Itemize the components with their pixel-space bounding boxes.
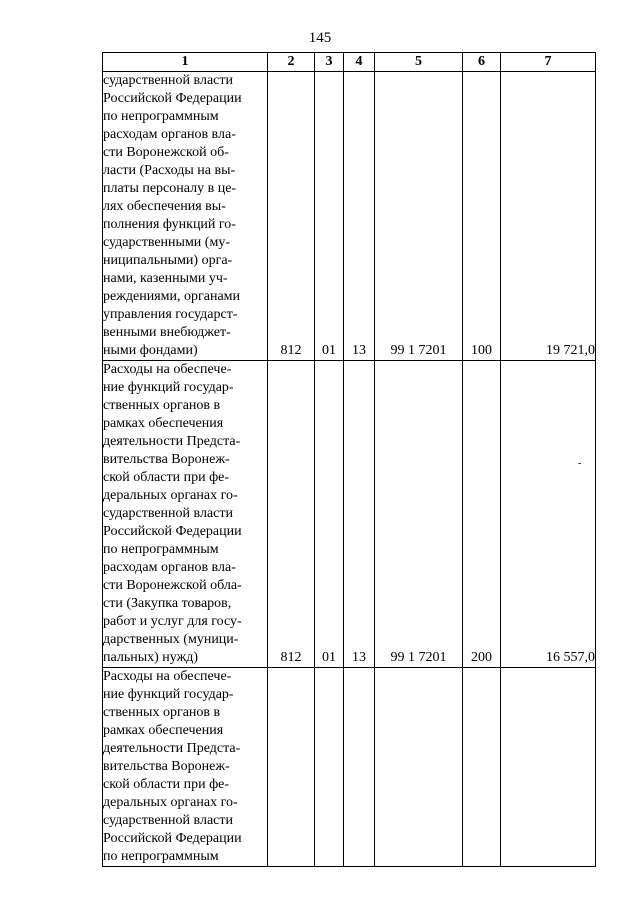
cell-target-article	[375, 668, 463, 867]
description-line: расходам органов вла-	[103, 560, 236, 575]
cell-description	[103, 668, 268, 867]
cell-section: 01	[315, 72, 344, 361]
header-col-5: 5	[375, 53, 463, 72]
description-line: нами, казенными уч-	[103, 271, 228, 286]
description-line: рамках обеспечения	[103, 723, 224, 738]
description-line: ской области при фе-	[103, 470, 230, 485]
cell-expense-type	[463, 668, 501, 867]
description-line: ние функций государ-	[103, 380, 234, 395]
description-line: ние функций государ-	[103, 687, 234, 702]
description-line: деятельности Предста-	[103, 434, 241, 449]
description-line: дарственных (муници-	[103, 632, 239, 647]
description-line: вительства Воронеж-	[103, 452, 230, 467]
cell-expense-type: 200	[463, 361, 501, 668]
description-line: Российской Федерации	[103, 524, 242, 539]
budget-table	[102, 52, 596, 867]
description-line: ственных органов в	[103, 705, 221, 720]
description-line: деральных органах го-	[103, 795, 238, 810]
table-row	[103, 72, 596, 361]
description-line: ниципальными) орга-	[103, 253, 233, 268]
description-line: венными внебюджет-	[103, 325, 231, 340]
description-line: ными фондами)	[103, 343, 198, 358]
description-line: деральных органах го-	[103, 488, 238, 503]
description-line: ственных органов в	[103, 398, 221, 413]
description-line: пальных) нужд)	[103, 650, 199, 665]
description-line: сти Воронежской обла-	[103, 578, 242, 593]
cell-target-article: 99 1 7201	[375, 72, 463, 361]
description-line: по непрограммным	[103, 109, 219, 124]
header-col-4: 4	[344, 53, 375, 72]
header-col-2: 2	[268, 53, 315, 72]
description-line: полнения функций го-	[103, 217, 236, 232]
header-row	[103, 53, 596, 72]
cell-grbs-code	[268, 668, 315, 867]
description-line: по непрограммным	[103, 849, 219, 864]
cell-amount: 16 557,0	[501, 361, 596, 668]
cell-section	[315, 668, 344, 867]
description-line: рамках обеспечения	[103, 416, 224, 431]
cell-subsection	[344, 668, 375, 867]
table-row	[103, 668, 596, 867]
description-line: Расходы на обеспече-	[103, 362, 232, 377]
description-line: сударственными (му-	[103, 235, 230, 250]
description-line: сти Воронежской об-	[103, 145, 229, 160]
description-line: Российской Федерации	[103, 91, 242, 106]
cell-section: 01	[315, 361, 344, 668]
description-line: работ и услуг для госу-	[103, 614, 242, 629]
cell-amount	[501, 668, 596, 867]
cell-amount: 19 721,0	[501, 72, 596, 361]
cell-subsection: 13	[344, 72, 375, 361]
cell-target-article: 99 1 7201	[375, 361, 463, 668]
description-line: Российской Федерации	[103, 831, 242, 846]
stray-mark: -	[578, 458, 582, 469]
description-line: по непрограммным	[103, 542, 219, 557]
header-col-3: 3	[315, 53, 344, 72]
table-row	[103, 361, 596, 668]
cell-description	[103, 361, 268, 668]
cell-description	[103, 72, 268, 361]
description-line: платы персоналу в це-	[103, 181, 237, 196]
description-line: сударственной власти	[103, 506, 233, 521]
cell-subsection: 13	[344, 361, 375, 668]
description-line: сти (Закупка товаров,	[103, 596, 232, 611]
description-line: лях обеспечения вы-	[103, 199, 226, 214]
description-line: деятельности Предста-	[103, 741, 241, 756]
cell-grbs-code: 812	[268, 72, 315, 361]
description-line: сударственной власти	[103, 813, 233, 828]
description-line: расходам органов вла-	[103, 127, 236, 142]
cell-expense-type: 100	[463, 72, 501, 361]
header-col-6: 6	[463, 53, 501, 72]
description-line: ской области при фе-	[103, 777, 230, 792]
cell-grbs-code: 812	[268, 361, 315, 668]
page-number: 145	[308, 30, 332, 46]
description-line: сударственной власти	[103, 73, 233, 88]
description-line: Расходы на обеспече-	[103, 669, 232, 684]
description-line: реждениями, органами	[103, 289, 241, 304]
header-col-1: 1	[103, 53, 268, 72]
header-col-7: 7	[501, 53, 596, 72]
description-line: управления государст-	[103, 307, 238, 322]
description-line: вительства Воронеж-	[103, 759, 230, 774]
description-line: ласти (Расходы на вы-	[103, 163, 236, 178]
